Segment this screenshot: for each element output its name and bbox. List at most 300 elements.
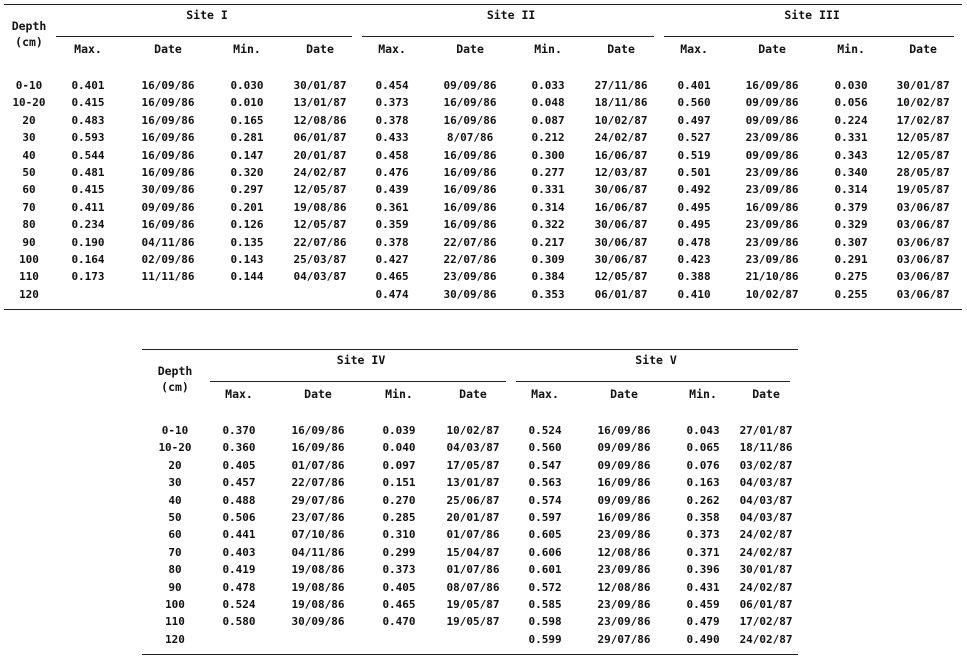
value-cell: 19/08/86 bbox=[291, 598, 345, 612]
value-cell: 10/02/87 bbox=[594, 113, 648, 127]
value-cell: 30/06/87 bbox=[594, 235, 648, 249]
depth-cell: 110 bbox=[19, 270, 39, 284]
value-cell: 16/09/86 bbox=[597, 476, 651, 490]
value-cell: 0.076 bbox=[686, 458, 720, 472]
value-cell: 0.476 bbox=[375, 166, 409, 180]
value-cell: 16/09/86 bbox=[443, 218, 497, 232]
value-cell bbox=[208, 631, 270, 655]
value-cell: 09/09/86 bbox=[597, 441, 651, 455]
table-row bbox=[4, 164, 962, 181]
value-cell: 0.405 bbox=[382, 580, 416, 594]
value-cell: 0.147 bbox=[230, 148, 264, 162]
column-header: Date bbox=[456, 42, 484, 57]
depth-cell: 60 bbox=[168, 528, 182, 542]
value-cell: 30/01/87 bbox=[293, 79, 347, 92]
value-cell: 0.297 bbox=[230, 183, 264, 197]
value-cell: 0.384 bbox=[531, 270, 565, 284]
column-header: Min. bbox=[385, 387, 413, 402]
value-cell: 22/07/86 bbox=[291, 476, 345, 490]
value-cell: 0.320 bbox=[230, 166, 264, 180]
value-cell bbox=[54, 286, 122, 310]
value-cell: 12/03/87 bbox=[594, 166, 648, 180]
value-cell: 25/06/87 bbox=[446, 493, 500, 507]
column-header: Date bbox=[154, 42, 182, 57]
value-cell: 24/02/87 bbox=[739, 545, 793, 559]
value-cell: 16/09/86 bbox=[141, 79, 195, 92]
value-cell: 17/02/87 bbox=[896, 113, 950, 127]
value-cell: 17/05/87 bbox=[446, 458, 500, 472]
value-cell: 0.262 bbox=[686, 493, 720, 507]
table-row bbox=[142, 492, 798, 509]
value-cell: 0.360 bbox=[222, 441, 256, 455]
column-header: Max. bbox=[378, 42, 406, 57]
value-cell: 0.465 bbox=[382, 598, 416, 612]
value-cell: 0.490 bbox=[672, 631, 734, 655]
value-cell bbox=[432, 631, 514, 655]
value-cell: 0.056 bbox=[834, 96, 868, 110]
value-cell: 12/05/87 bbox=[896, 148, 950, 162]
value-cell: 23/09/86 bbox=[597, 563, 651, 577]
value-cell: 11/11/86 bbox=[141, 270, 195, 284]
value-cell: 19/08/86 bbox=[291, 563, 345, 577]
value-cell: 16/09/86 bbox=[443, 183, 497, 197]
value-cell: 0.217 bbox=[531, 235, 565, 249]
column-header: Date bbox=[610, 387, 638, 402]
value-cell: 0.401 bbox=[677, 79, 711, 92]
value-cell: 0.040 bbox=[382, 441, 416, 455]
value-cell: 0.309 bbox=[531, 253, 565, 267]
value-cell: 03/06/87 bbox=[896, 200, 950, 214]
value-cell: 09/09/86 bbox=[597, 493, 651, 507]
value-cell: 0.470 bbox=[382, 615, 416, 629]
value-cell: 24/02/87 bbox=[594, 131, 648, 145]
value-cell: 12/05/87 bbox=[896, 131, 950, 145]
value-cell: 0.401 bbox=[71, 79, 105, 92]
value-cell: 16/09/86 bbox=[443, 148, 497, 162]
value-cell: 23/09/86 bbox=[597, 615, 651, 629]
value-cell: 0.585 bbox=[528, 598, 562, 612]
value-cell: 0.599 bbox=[514, 631, 576, 655]
value-cell: 0.277 bbox=[531, 166, 565, 180]
value-cell: 24/02/87 bbox=[739, 528, 793, 542]
table-row bbox=[4, 63, 962, 94]
value-cell: 0.291 bbox=[834, 253, 868, 267]
table-row bbox=[4, 234, 962, 251]
value-cell: 0.379 bbox=[834, 200, 868, 214]
value-cell bbox=[366, 631, 432, 655]
value-cell: 0.423 bbox=[677, 253, 711, 267]
value-cell: 0.593 bbox=[71, 131, 105, 145]
value-cell: 0.560 bbox=[528, 441, 562, 455]
value-cell: 0.165 bbox=[230, 113, 264, 127]
value-cell: 03/02/87 bbox=[739, 458, 793, 472]
value-cell bbox=[122, 286, 214, 310]
table-row bbox=[142, 596, 798, 613]
depth-cell: 20 bbox=[22, 113, 36, 127]
value-cell: 0.478 bbox=[222, 580, 256, 594]
value-cell: 0.039 bbox=[382, 424, 416, 437]
value-cell: 21/10/86 bbox=[745, 270, 799, 284]
value-cell: 22/07/86 bbox=[443, 235, 497, 249]
column-header: Date bbox=[304, 387, 332, 402]
value-cell: 0.431 bbox=[686, 580, 720, 594]
value-cell: 0.331 bbox=[834, 131, 868, 145]
value-cell: 0.190 bbox=[71, 235, 105, 249]
value-cell: 0.479 bbox=[686, 615, 720, 629]
value-cell: 20/01/87 bbox=[293, 148, 347, 162]
value-cell: 23/07/86 bbox=[291, 511, 345, 525]
value-cell: 04/03/87 bbox=[446, 441, 500, 455]
column-header: Min. bbox=[233, 42, 261, 57]
value-cell: 12/05/87 bbox=[594, 270, 648, 284]
value-cell: 16/09/86 bbox=[597, 511, 651, 525]
value-cell bbox=[270, 631, 366, 655]
column-header: Date bbox=[607, 42, 635, 57]
table-row bbox=[4, 268, 962, 285]
value-cell: 0.465 bbox=[375, 270, 409, 284]
value-cell: 0.373 bbox=[375, 96, 409, 110]
soil-moisture-table-sites-4-5 bbox=[142, 349, 798, 655]
value-cell: 04/03/87 bbox=[293, 270, 347, 284]
value-cell: 30/06/87 bbox=[594, 183, 648, 197]
value-cell: 18/11/86 bbox=[594, 96, 648, 110]
value-cell: 03/06/87 bbox=[896, 218, 950, 232]
depth-cell: 100 bbox=[165, 598, 185, 612]
value-cell: 0.285 bbox=[382, 511, 416, 525]
value-cell: 0.143 bbox=[230, 253, 264, 267]
value-cell: 01/07/86 bbox=[446, 563, 500, 577]
table-row bbox=[4, 199, 962, 216]
value-cell: 0.370 bbox=[222, 424, 256, 437]
value-cell: 0.497 bbox=[677, 113, 711, 127]
value-cell: 29/07/86 bbox=[291, 493, 345, 507]
depth-cell: 80 bbox=[168, 563, 182, 577]
depth-header: Depth (cm) bbox=[142, 350, 208, 409]
value-cell: 0.580 bbox=[222, 615, 256, 629]
depth-cell: 70 bbox=[22, 200, 36, 214]
value-cell: 0.415 bbox=[71, 183, 105, 197]
value-cell: 19/08/86 bbox=[291, 580, 345, 594]
value-cell: 10/02/87 bbox=[726, 286, 818, 310]
value-cell: 0.361 bbox=[375, 200, 409, 214]
value-cell: 0.255 bbox=[818, 286, 884, 310]
value-cell: 12/08/86 bbox=[293, 113, 347, 127]
column-header: Date bbox=[758, 42, 786, 57]
value-cell: 0.043 bbox=[686, 424, 720, 437]
table-row bbox=[4, 94, 962, 111]
depth-cell: 110 bbox=[165, 615, 185, 629]
value-cell: 0.524 bbox=[222, 598, 256, 612]
value-cell: 15/04/87 bbox=[446, 545, 500, 559]
depth-cell: 100 bbox=[19, 253, 39, 267]
value-cell: 19/08/86 bbox=[293, 200, 347, 214]
value-cell: 0.457 bbox=[222, 476, 256, 490]
value-cell: 22/07/86 bbox=[293, 235, 347, 249]
value-cell: 12/08/86 bbox=[597, 580, 651, 594]
depth-cell: 70 bbox=[168, 545, 182, 559]
value-cell: 24/02/87 bbox=[734, 631, 798, 655]
value-cell: 0.458 bbox=[375, 148, 409, 162]
value-cell: 0.307 bbox=[834, 235, 868, 249]
value-cell: 09/09/86 bbox=[745, 148, 799, 162]
depth-cell: 40 bbox=[22, 148, 36, 162]
value-cell: 16/09/86 bbox=[141, 131, 195, 145]
table-row bbox=[4, 129, 962, 146]
value-cell: 03/06/87 bbox=[884, 286, 962, 310]
soil-moisture-table-sites-1-3 bbox=[4, 4, 962, 310]
depth-cell: 50 bbox=[168, 511, 182, 525]
value-cell: 0.030 bbox=[230, 79, 264, 92]
value-cell: 16/09/86 bbox=[745, 200, 799, 214]
table-row bbox=[4, 216, 962, 233]
value-cell: 12/08/86 bbox=[597, 545, 651, 559]
value-cell: 0.396 bbox=[686, 563, 720, 577]
value-cell: 30/09/86 bbox=[141, 183, 195, 197]
value-cell: 0.474 bbox=[360, 286, 424, 310]
depth-cell: 0-10 bbox=[161, 424, 189, 437]
value-cell: 09/09/86 bbox=[141, 200, 195, 214]
column-header: Date bbox=[909, 42, 937, 57]
depth-header: Depth (cm) bbox=[4, 5, 54, 64]
value-cell: 16/09/86 bbox=[443, 200, 497, 214]
value-cell: 0.270 bbox=[382, 493, 416, 507]
value-cell: 0.544 bbox=[71, 148, 105, 162]
column-header: Min. bbox=[534, 42, 562, 57]
value-cell: 0.601 bbox=[528, 563, 562, 577]
value-cell: 0.201 bbox=[230, 200, 264, 214]
value-cell bbox=[280, 286, 360, 310]
value-cell: 0.405 bbox=[222, 458, 256, 472]
value-cell: 0.358 bbox=[686, 511, 720, 525]
table-row bbox=[142, 544, 798, 561]
value-cell: 0.441 bbox=[222, 528, 256, 542]
value-cell: 0.212 bbox=[531, 131, 565, 145]
value-cell: 0.388 bbox=[677, 270, 711, 284]
value-cell: 19/05/87 bbox=[446, 598, 500, 612]
value-cell: 28/05/87 bbox=[896, 166, 950, 180]
value-cell: 18/11/86 bbox=[739, 441, 793, 455]
value-cell: 0.524 bbox=[528, 424, 562, 437]
table-row bbox=[142, 408, 798, 439]
column-header: Max. bbox=[531, 387, 559, 402]
value-cell: 0.415 bbox=[71, 96, 105, 110]
value-cell: 0.340 bbox=[834, 166, 868, 180]
depth-cell: 10-20 bbox=[12, 96, 46, 110]
value-cell: 0.527 bbox=[677, 131, 711, 145]
value-cell: 0.547 bbox=[528, 458, 562, 472]
table-row bbox=[142, 509, 798, 526]
value-cell: 16/09/86 bbox=[443, 96, 497, 110]
value-cell: 0.606 bbox=[528, 545, 562, 559]
value-cell: 19/05/87 bbox=[896, 183, 950, 197]
value-cell: 0.597 bbox=[528, 511, 562, 525]
value-cell: 0.439 bbox=[375, 183, 409, 197]
value-cell: 30/01/87 bbox=[739, 563, 793, 577]
column-header: Min. bbox=[837, 42, 865, 57]
value-cell: 0.310 bbox=[382, 528, 416, 542]
value-cell: 01/07/86 bbox=[446, 528, 500, 542]
value-cell: 0.454 bbox=[375, 79, 409, 92]
value-cell: 09/09/86 bbox=[745, 96, 799, 110]
site-header: Site III bbox=[662, 5, 962, 38]
value-cell: 0.574 bbox=[528, 493, 562, 507]
value-cell: 30/09/86 bbox=[291, 615, 345, 629]
table-row bbox=[4, 147, 962, 164]
value-cell: 0.343 bbox=[834, 148, 868, 162]
value-cell: 0.359 bbox=[375, 218, 409, 232]
value-cell: 0.572 bbox=[528, 580, 562, 594]
value-cell: 0.411 bbox=[71, 200, 105, 214]
depth-cell: 20 bbox=[168, 458, 182, 472]
value-cell: 04/11/86 bbox=[291, 545, 345, 559]
value-cell: 0.097 bbox=[382, 458, 416, 472]
value-cell: 0.483 bbox=[71, 113, 105, 127]
value-cell: 0.144 bbox=[230, 270, 264, 284]
depth-cell: 120 bbox=[142, 631, 208, 655]
depth-cell: 30 bbox=[168, 476, 182, 490]
value-cell: 16/09/86 bbox=[141, 166, 195, 180]
value-cell: 06/01/87 bbox=[293, 131, 347, 145]
table-row bbox=[142, 457, 798, 474]
value-cell: 0.314 bbox=[834, 183, 868, 197]
value-cell: 0.281 bbox=[230, 131, 264, 145]
value-cell: 0.331 bbox=[531, 183, 565, 197]
value-cell: 0.495 bbox=[677, 200, 711, 214]
value-cell: 19/05/87 bbox=[446, 615, 500, 629]
value-cell: 30/06/87 bbox=[594, 218, 648, 232]
value-cell: 0.065 bbox=[686, 441, 720, 455]
value-cell: 16/06/87 bbox=[594, 148, 648, 162]
value-cell: 25/03/87 bbox=[293, 253, 347, 267]
depth-cell: 90 bbox=[22, 235, 36, 249]
value-cell: 16/06/87 bbox=[594, 200, 648, 214]
value-cell: 08/07/86 bbox=[446, 580, 500, 594]
table-row bbox=[142, 439, 798, 456]
column-header: Max. bbox=[74, 42, 102, 57]
value-cell: 0.519 bbox=[677, 148, 711, 162]
value-cell: 0.314 bbox=[531, 200, 565, 214]
value-cell: 0.563 bbox=[528, 476, 562, 490]
value-cell: 03/06/87 bbox=[896, 253, 950, 267]
value-cell: 0.506 bbox=[222, 511, 256, 525]
value-cell: 0.010 bbox=[230, 96, 264, 110]
value-cell: 0.135 bbox=[230, 235, 264, 249]
value-cell: 0.373 bbox=[382, 563, 416, 577]
value-cell: 23/09/86 bbox=[745, 218, 799, 232]
value-cell: 23/09/86 bbox=[597, 598, 651, 612]
value-cell: 23/09/86 bbox=[597, 528, 651, 542]
value-cell: 0.492 bbox=[677, 183, 711, 197]
value-cell: 0.410 bbox=[662, 286, 726, 310]
value-cell: 0.403 bbox=[222, 545, 256, 559]
site-header: Site V bbox=[514, 350, 798, 383]
value-cell: 06/01/87 bbox=[580, 286, 662, 310]
value-cell: 0.378 bbox=[375, 113, 409, 127]
value-cell: 01/07/86 bbox=[291, 458, 345, 472]
value-cell: 24/02/87 bbox=[293, 166, 347, 180]
value-cell: 16/09/86 bbox=[141, 218, 195, 232]
table-row bbox=[4, 251, 962, 268]
value-cell: 0.329 bbox=[834, 218, 868, 232]
depth-cell: 80 bbox=[22, 218, 36, 232]
value-cell: 02/09/86 bbox=[141, 253, 195, 267]
value-cell: 23/09/86 bbox=[745, 253, 799, 267]
value-cell: 03/06/87 bbox=[896, 270, 950, 284]
value-cell bbox=[214, 286, 280, 310]
value-cell: 22/07/86 bbox=[443, 253, 497, 267]
value-cell: 8/07/86 bbox=[446, 131, 494, 145]
value-cell: 06/01/87 bbox=[739, 598, 793, 612]
depth-cell: 30 bbox=[22, 131, 36, 145]
value-cell: 23/09/86 bbox=[443, 270, 497, 284]
column-header: Max. bbox=[680, 42, 708, 57]
value-cell: 0.605 bbox=[528, 528, 562, 542]
value-cell: 0.126 bbox=[230, 218, 264, 232]
column-header: Max. bbox=[225, 387, 253, 402]
table-row bbox=[4, 286, 962, 310]
value-cell: 27/11/86 bbox=[594, 79, 648, 92]
value-cell: 0.371 bbox=[686, 545, 720, 559]
value-cell: 04/03/87 bbox=[739, 493, 793, 507]
table-row bbox=[142, 579, 798, 596]
value-cell: 04/03/87 bbox=[739, 476, 793, 490]
value-cell: 27/01/87 bbox=[739, 424, 793, 437]
value-cell: 12/05/87 bbox=[293, 218, 347, 232]
value-cell: 0.151 bbox=[382, 476, 416, 490]
value-cell: 03/06/87 bbox=[896, 235, 950, 249]
value-cell: 30/09/86 bbox=[424, 286, 516, 310]
value-cell: 23/09/86 bbox=[745, 183, 799, 197]
value-cell: 0.598 bbox=[528, 615, 562, 629]
site-header: Site I bbox=[54, 5, 360, 38]
value-cell: 16/09/86 bbox=[443, 166, 497, 180]
value-cell: 0.488 bbox=[222, 493, 256, 507]
value-cell: 0.163 bbox=[686, 476, 720, 490]
value-cell: 10/02/87 bbox=[896, 96, 950, 110]
depth-cell: 40 bbox=[168, 493, 182, 507]
value-cell: 23/09/86 bbox=[745, 166, 799, 180]
site-header: Site II bbox=[360, 5, 662, 38]
value-cell: 0.378 bbox=[375, 235, 409, 249]
value-cell: 0.481 bbox=[71, 166, 105, 180]
value-cell: 0.033 bbox=[531, 79, 565, 92]
depth-cell: 60 bbox=[22, 183, 36, 197]
column-header: Min. bbox=[689, 387, 717, 402]
table-row bbox=[142, 474, 798, 491]
value-cell: 09/09/86 bbox=[745, 113, 799, 127]
table-row bbox=[4, 181, 962, 198]
value-cell: 04/11/86 bbox=[141, 235, 195, 249]
value-cell: 16/09/86 bbox=[141, 148, 195, 162]
value-cell: 16/09/86 bbox=[291, 424, 345, 437]
depth-cell: 50 bbox=[22, 166, 36, 180]
value-cell: 0.275 bbox=[834, 270, 868, 284]
value-cell: 16/09/86 bbox=[141, 96, 195, 110]
value-cell: 0.030 bbox=[834, 79, 868, 92]
value-cell: 0.433 bbox=[375, 131, 409, 145]
depth-cell: 120 bbox=[4, 286, 54, 310]
value-cell: 0.478 bbox=[677, 235, 711, 249]
value-cell: 0.419 bbox=[222, 563, 256, 577]
depth-cell: 0-10 bbox=[15, 79, 43, 92]
value-cell: 23/09/86 bbox=[745, 131, 799, 145]
value-cell: 16/09/86 bbox=[141, 113, 195, 127]
table-row bbox=[142, 526, 798, 543]
value-cell: 0.300 bbox=[531, 148, 565, 162]
value-cell: 23/09/86 bbox=[745, 235, 799, 249]
table-row bbox=[142, 613, 798, 630]
table-row bbox=[4, 112, 962, 129]
